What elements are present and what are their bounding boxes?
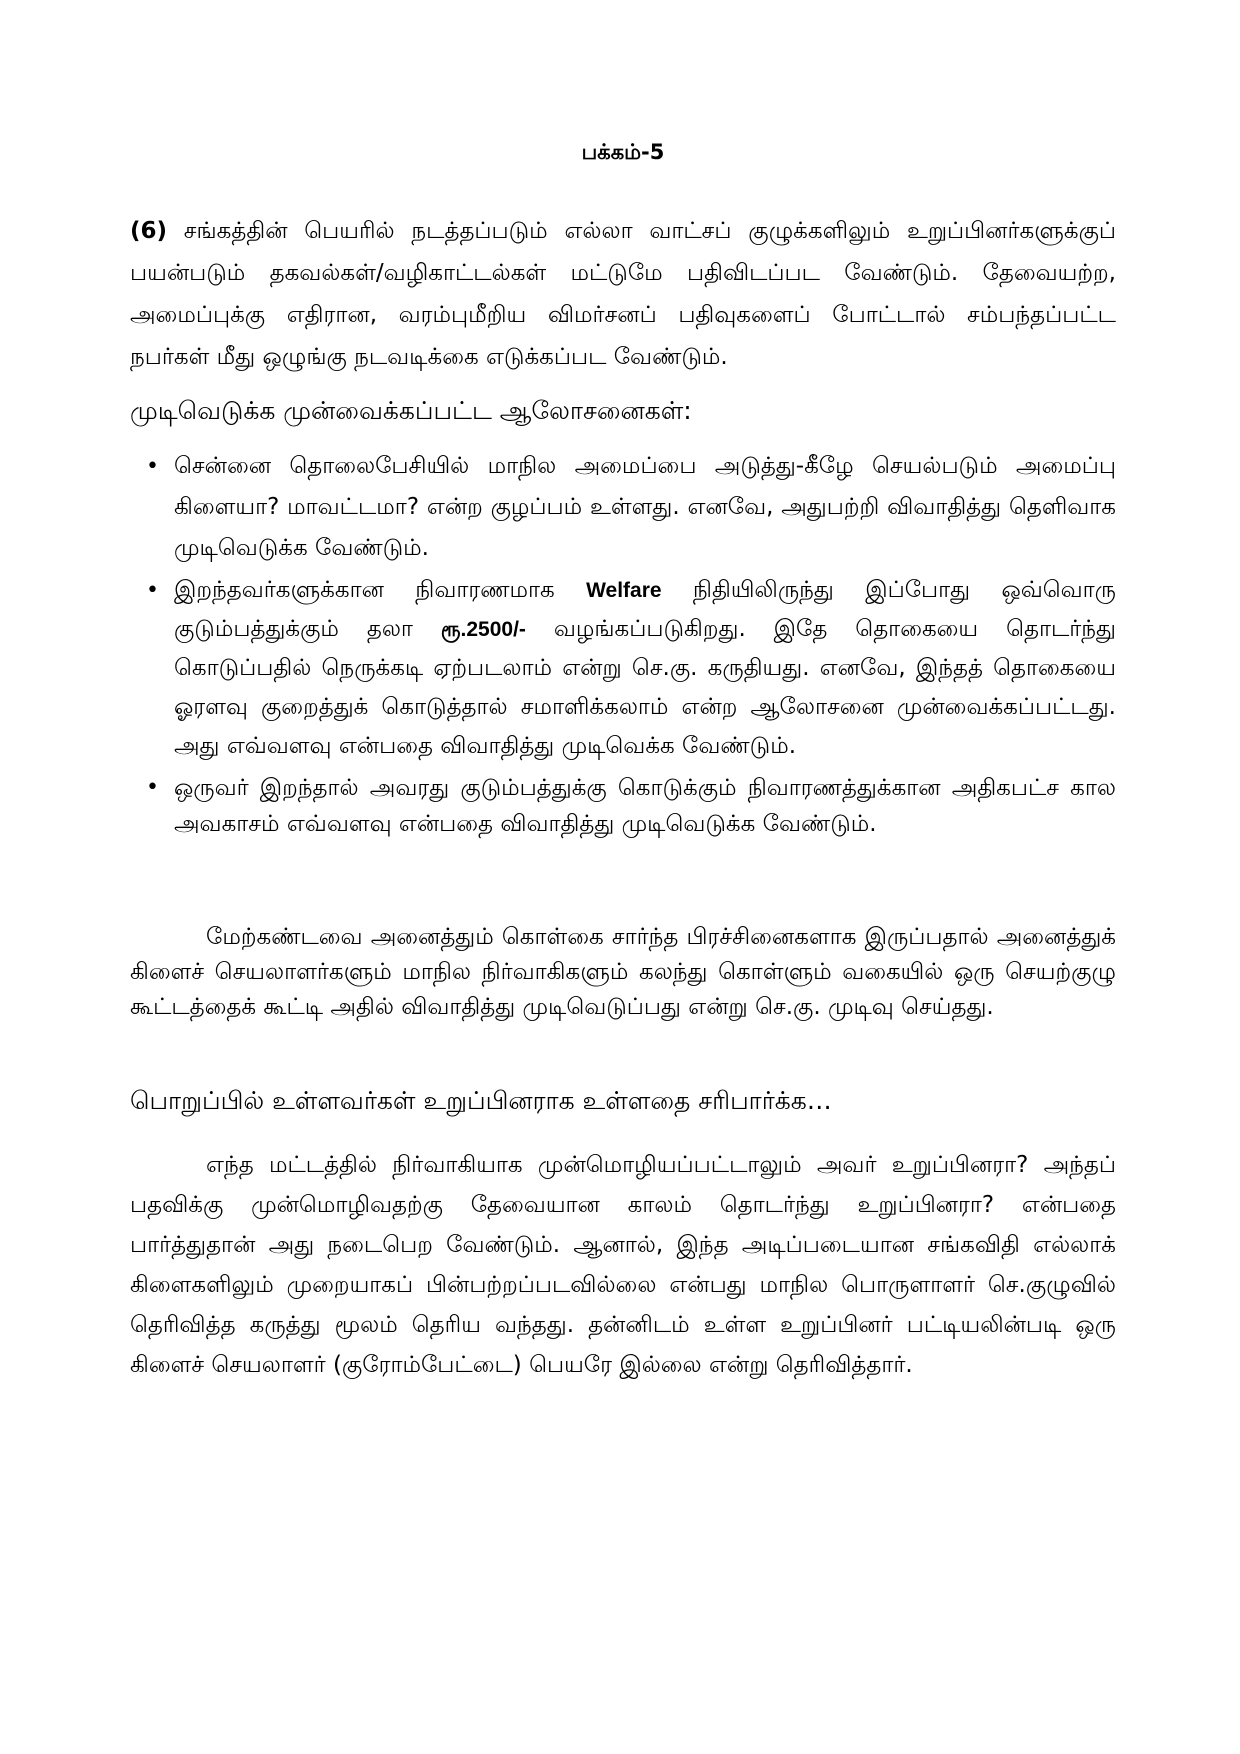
bullet-icon: • — [146, 775, 159, 800]
list-item-text: சென்னை தொலைபேசியில் மாநில அமைப்பை அடுத்து-கீழே செயல்படும் அமைப்பு கிளையா? மாவட்டமா? என்ற குழப்பம் உள்ளது. எனவே, அதுபற்றி விவாதித்து தெளிவாக முடிவெடுக்க வேண்டும். — [174, 453, 1116, 561]
list-item — [130, 571, 1116, 766]
paragraph-number: (6) — [130, 218, 168, 244]
document-page — [130, 0, 1116, 1754]
paragraph-6 — [130, 210, 1116, 378]
section-heading-verify-members: பொறுப்பில் உள்ளவர்கள் உறுப்பினராக உள்ளதை சரிபார்க்க… — [130, 1086, 832, 1115]
list-item-text: இறந்தவர்களுக்கான நிவாரணமாக — [174, 577, 587, 603]
welfare-term: Welfare — [586, 579, 662, 602]
list-item — [130, 446, 1116, 569]
paragraph-policy: மேற்கண்டவை அனைத்தும் கொள்கை சார்ந்த பிரச்சினைகளாக இருப்பதால் அனைத்துக் கிளைச் செயலாளர்களும் மாநில நிர்வாகிகளும் கலந்து கொள்ளும் வகையில் ஒரு செயற்குழு கூட்டத்தைக் கூட்டி அதில் விவாதித்து முடிவெடுப்பது என்று செ.கு. முடிவு செய்தது. — [130, 924, 1116, 1020]
list-item-text: நிதியிலிருந்து இப்போது ஒவ்வொரு குடும்பத்துக்கும் தலா — [174, 577, 1116, 642]
section-heading-suggestions: முடிவெடுக்க முன்வைக்கப்பட்ட ஆலோசனைகள்: — [130, 396, 692, 425]
list-item-text: வழங்கப்படுகிறது. இதே தொகையை தொடர்ந்து கொடுப்பதில் நெருக்கடி ஏற்படலாம் என்று செ.கு. கருதியது. எனவே, இந்தத் தொகையை ஓரளவு குறைத்துக் கொடுத்தால் சமாளிக்கலாம் என்ற ஆலோசனை முன்வைக்கப்பட்டது. அது எவ்வளவு என்பதை விவாதித்து முடிவெக்க வேண்டும். — [174, 616, 1117, 759]
paragraph-6-text: சங்கத்தின் பெயரில் நடத்தப்படும் எல்லா வாட்சப் குழுக்களிலும் உறுப்பினர்களுக்குப் பயன்படும் தகவல்கள்/வழிகாட்டல்கள் மட்டுமே பதிவிடப்பட வேண்டும். தேவையற்ற, அமைப்புக்கு எதிரான, வரம்புமீறிய விமர்சனப் பதிவுகளைப் போட்டால் சம்பந்தப்பட்ட நபர்கள் மீது ஒழுங்கு நடவடிக்கை எடுக்கப்பட வேண்டும். — [130, 218, 1116, 370]
suggestions-list — [130, 446, 1116, 842]
list-item — [130, 770, 1116, 842]
list-item-text: ஒருவர் இறந்தால் அவரது குடும்பத்துக்கு கொடுக்கும் நிவாரணத்துக்கான அதிகபட்ச கால அவகாசம் எவ்வளவு என்பதை விவாதித்து முடிவெடுக்க வேண்டும். — [174, 775, 1116, 837]
paragraph-membership: எந்த மட்டத்தில் நிர்வாகியாக முன்மொழியப்பட்டாலும் அவர் உறுப்பினரா? அந்தப் பதவிக்கு முன்மொழிவதற்கு தேவையான காலம் தொடர்ந்து உறுப்பினரா? என்பதை பார்த்துதான் அது நடைபெற வேண்டும். ஆனால், இந்த அடிப்படையான சங்கவிதி எல்லாக் கிளைகளிலும் முறையாகப் பின்பற்றப்படவில்லை என்பது மாநில பொருளாளர் செ.குழுவில் தெரிவித்த கருத்து மூலம் தெரிய வந்தது. தன்னிடம் உள்ள உறுப்பினர் பட்டியலின்படி ஒரு கிளைச் செயலாளர் (குரோம்பேட்டை) பெயரே இல்லை என்று தெரிவித்தார். — [130, 1152, 1116, 1378]
page-number: பக்கம்-5 — [581, 140, 665, 164]
bullet-icon: • — [146, 454, 159, 479]
amount-value: ரூ.2500/- — [440, 618, 526, 641]
bullet-icon: • — [146, 578, 159, 603]
